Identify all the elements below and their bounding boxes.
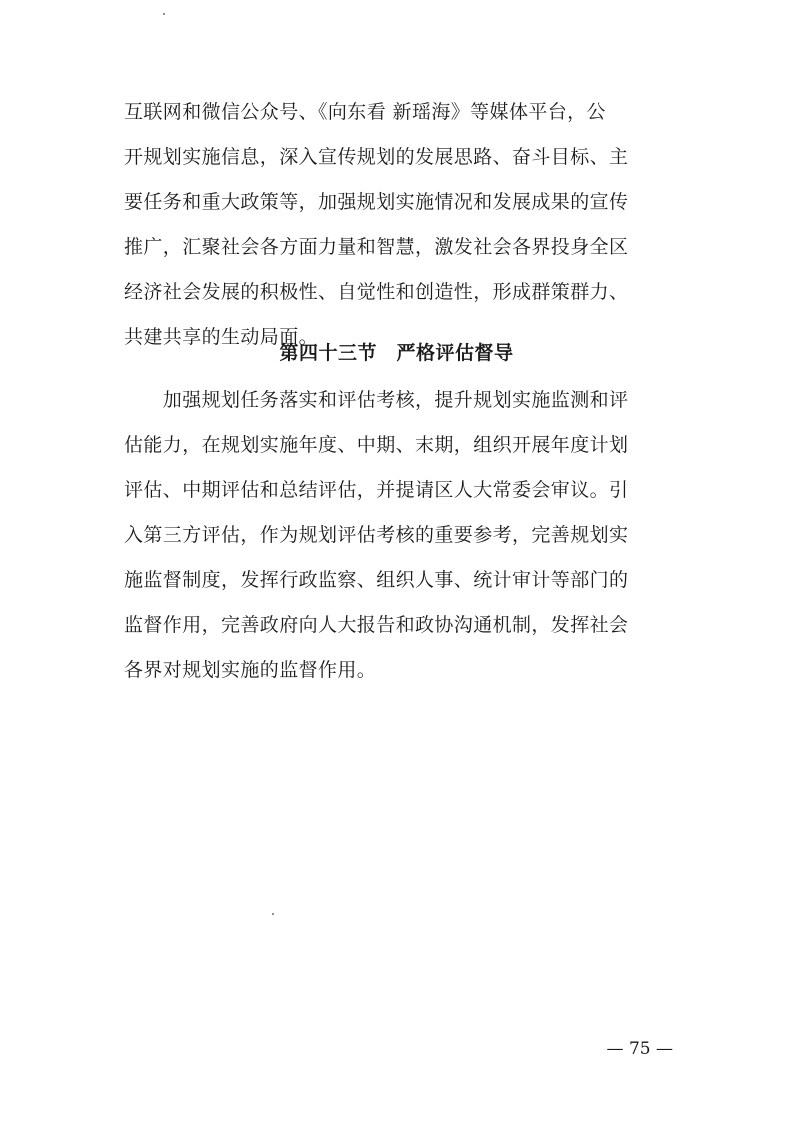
scan-speck [272, 913, 274, 915]
paragraph-line: 互联网和微信公众号、《向东看 新瑶海》等媒体平台，公 [124, 101, 606, 123]
paragraph-line: 共建共享的生动局面。 [124, 326, 319, 348]
paragraph-line: 开规划实施信息，深入宣传规划的发展思路、奋斗目标、主 [124, 146, 629, 168]
paragraph-line: 各界对规划实施的监督作用。 [124, 659, 377, 681]
paragraph-line: 要任务和重大政策等，加强规划实施情况和发展成果的宣传 [124, 191, 629, 213]
scan-speck [163, 13, 165, 15]
section-heading: 第四十三节 严格评估督导 [279, 342, 514, 364]
paragraph-line: 推广，汇聚社会各方面力量和智慧，激发社会各界投身全区 [124, 236, 629, 258]
paragraph-line: 监督作用，完善政府向人大报告和政协沟通机制，发挥社会 [124, 614, 629, 636]
paragraph-line: 入第三方评估，作为规划评估考核的重要参考，完善规划实 [124, 524, 629, 546]
paragraph-line: 评估、中期评估和总结评估，并提请区人大常委会审议。引 [124, 479, 629, 501]
paragraph-line: 加强规划任务落实和评估考核，提升规划实施监测和评 [124, 389, 629, 411]
page-number: — 75 — [606, 1039, 673, 1059]
paragraph-line: 经济社会发展的积极性、自觉性和创造性，形成群策群力、 [124, 281, 629, 303]
paragraph-line: 估能力，在规划实施年度、中期、末期，组织开展年度计划 [124, 434, 629, 456]
paragraph-line: 施监督制度，发挥行政监察、组织人事、统计审计等部门的 [124, 569, 629, 591]
